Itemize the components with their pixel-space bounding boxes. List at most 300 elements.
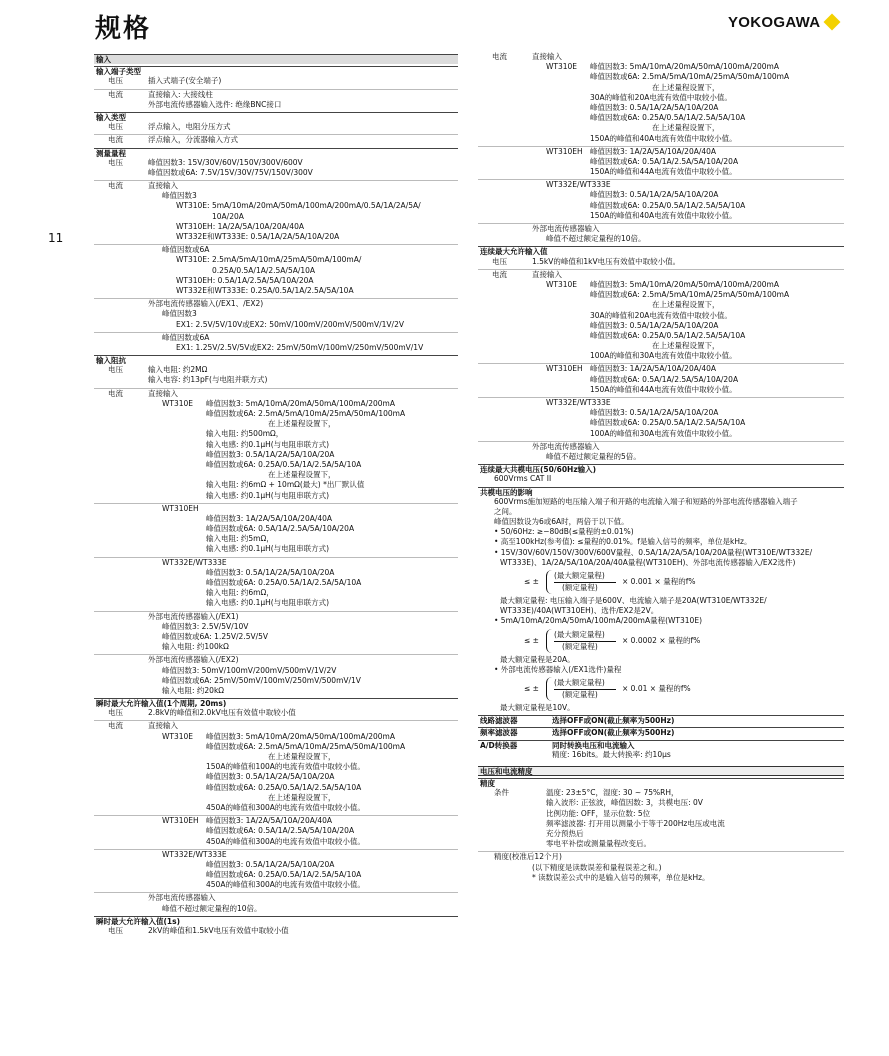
spec-text: 峰值因数或6A: 0.5A/1A/2.5A/5A/10A/20A: [206, 826, 355, 836]
spec-heading: [478, 246, 844, 256]
spec-row: [94, 90, 458, 100]
formula-numerator: (最大额定量程): [554, 629, 605, 639]
spec-row: [94, 343, 458, 353]
spec-text: 在上述量程设置下，: [652, 341, 720, 351]
spec-row: [94, 212, 458, 222]
spec-text: 电流: [108, 135, 123, 145]
spec-text: 峰值因数或6A: 0.5A/1A/2.5A/5A/10A/20A: [590, 374, 739, 384]
spec-text: 充分预热后: [546, 829, 584, 838]
spec-text: 输入端子类型: [96, 67, 141, 77]
spec-text: 峰值因数或6A: 0.25A/0.5A/1A/2.5A/5A/10A: [206, 870, 362, 880]
spec-text: 温度: 23±5°C，湿度: 30 ~ 75%RH，: [546, 788, 679, 798]
spec-row: [478, 798, 844, 808]
spec-text: 2kV的峰值和1.5kV电压有效值中取较小值: [148, 926, 289, 935]
spec-text: 2.8kV的峰值和2.0kV电压有效值中取较小值: [148, 708, 296, 718]
spec-row: [94, 480, 458, 490]
spec-row: [94, 389, 458, 399]
spec-text: 600Vrms CAT II: [494, 474, 552, 484]
formula-denominator: (额定量程): [562, 641, 598, 651]
spec-text: 峰值因数或6A: [162, 245, 210, 255]
spec-row: [94, 655, 458, 665]
spec-text: EX1: 2.5V/5V/10V或EX2: 50mV/100mV/200mV/500mV/1V/2V: [176, 319, 404, 329]
spec-heading: [478, 727, 844, 737]
spec-text: 100A的峰值和30A电流有效值中取较小值。: [590, 428, 737, 438]
spec-row: [478, 788, 844, 798]
spec-row: [94, 893, 458, 903]
spec-text: A/D转换器: [480, 740, 518, 750]
spec-text: 峰值因数3: 0.5A/1A/2A/5A/10A/20A: [590, 190, 719, 200]
formula-prefix: ≤ ±: [524, 635, 539, 645]
spec-text: 峰值因数或6A: 0.25A/0.5A/1A/2.5A/5A/10A: [590, 113, 746, 123]
spec-text: 峰值因数3: 0.5A/1A/2A/5A/10A/20A: [590, 102, 719, 112]
spec-row: [94, 181, 458, 191]
spec-text: 电流: [492, 269, 507, 279]
spec-row: [478, 157, 844, 167]
spec-text: 峰值因数3: 1A/2A/5A/10A/20A/40A: [206, 513, 333, 523]
spec-text: 同时转换电压和电流输入: [552, 740, 635, 750]
spec-row: [94, 721, 458, 731]
spec-text: WT310EH: [162, 816, 199, 826]
spec-row: [94, 222, 458, 232]
spec-text: 电流: [108, 89, 123, 99]
spec-text: 30A的峰值和20A电流有效值中取较小值。: [590, 92, 732, 102]
spec-row: [94, 201, 458, 211]
spec-text: 峰值因数3: 50mV/100mV/200mV/500mV/1V/2V: [162, 665, 337, 675]
spec-row: [478, 703, 844, 713]
spec-text: 浮点输入，分流器输入方式: [148, 135, 238, 145]
spec-row: [478, 616, 844, 626]
spec-text: 峰值因数或6A: 0.25A/0.5A/1A/2.5A/5A/10A: [590, 330, 746, 340]
spec-text: 连续最大允许输入值: [480, 247, 548, 257]
spec-text: 输入电阻: 约500mΩ，: [206, 429, 284, 439]
formula-numerator: (最大额定量程): [554, 571, 605, 580]
spec-text: 电流: [108, 721, 123, 731]
spec-row: [94, 870, 458, 880]
spec-text: 输入电阻: 约2MΩ: [148, 365, 208, 375]
spec-row: [478, 558, 844, 568]
spec-heading: [94, 355, 458, 365]
spec-heading: [94, 698, 458, 708]
spec-row: [478, 103, 844, 113]
spec-row: [94, 826, 458, 836]
spec-text: 峰值因数或6A: [162, 332, 210, 342]
spec-row: [478, 606, 844, 616]
spec-row: [94, 158, 458, 168]
spec-heading: [478, 778, 844, 788]
spec-text: 峰值因数或6A: 0.5A/1A/2.5A/5A/10A/20A: [590, 156, 739, 166]
spec-text: 峰值因数3: [162, 309, 197, 319]
spec-row: [94, 440, 458, 450]
spec-text: • 5mA/10mA/20mA/50mA/100mA/200mA量程(WT310E): [494, 616, 702, 626]
spec-row: [94, 568, 458, 578]
spec-text: 直接输入: [148, 388, 178, 398]
spec-text: 输入电感: 约0.1μH(与电阻串联方式): [206, 544, 330, 554]
spec-heading: [94, 916, 458, 926]
spec-text: 电压: [108, 926, 123, 935]
spec-text: EX1: 1.25V/2.5V/5V或EX2: 25mV/50mV/100mV/250mV/500mV/1V: [176, 342, 424, 352]
spec-text: 精度(校准后12个月): [494, 852, 562, 862]
spec-row: [478, 418, 844, 428]
spec-row: [478, 408, 844, 418]
spec-text: WT332E/WT333E: [546, 180, 611, 190]
spec-text: 输入电感: 约0.1μH(与电阻串联方式): [206, 439, 330, 449]
spec-row: [478, 72, 844, 82]
spec-text: 峰值因数或6A: 7.5V/15V/30V/75V/150V/300V: [148, 167, 313, 177]
spec-text: 峰值因数3: 5mA/10mA/20mA/50mA/100mA/200mA: [206, 731, 395, 741]
spec-text: • 15V/30V/60V/150V/300V/600V量程、0.5A/1A/2A/5A/10A/20A量程(WT310E/WT332E/: [494, 547, 813, 557]
spec-text: 连续最大共模电压(50/60Hz输入): [480, 465, 597, 475]
spec-row: [478, 62, 844, 72]
spec-row: [94, 762, 458, 772]
spec-row: [94, 793, 458, 803]
spec-row: [94, 168, 458, 178]
spec-row: [94, 666, 458, 676]
spec-text: 选择OFF或ON(截止频率为500Hz): [552, 716, 675, 726]
spec-text: 450A的峰值和300A的电流有效值中取较小值。: [206, 802, 365, 812]
spec-row: [478, 190, 844, 200]
spec-text: 外部电流传感器输入(/EX2): [148, 655, 239, 665]
spec-text: WT310EH: [546, 364, 583, 374]
spec-text: WT310EH: 1A/2A/5A/10A/20A/40A: [176, 221, 304, 231]
spec-row: [478, 123, 844, 133]
spec-text: 外部电流传感器输入选件: 绝缘BNC接口: [148, 99, 282, 109]
spec-text: 峰值因数或6A: 0.5A/1A/2.5A/5A/10A/20A: [206, 524, 355, 534]
spec-text: 峰值不超过额定量程的10倍。: [546, 234, 646, 244]
spec-text: 峰值因数3: 0.5A/1A/2A/5A/10A/20A: [206, 772, 335, 782]
spec-heading: [94, 148, 458, 158]
spec-text: 瞬时最大允许输入值(1个周期, 20ms): [96, 699, 227, 709]
spec-row: [478, 537, 844, 547]
spec-text: 峰值因数设为6或6A时，两倍于以下值。: [494, 517, 629, 527]
spec-text: 最大额定量程: 电压输入端子是600V、电流输入端子是20A(WT310E/WT332E/: [500, 596, 767, 605]
spec-text: WT310EH: [162, 503, 199, 513]
spec-row: [94, 926, 458, 936]
spec-text: 在上述量程设置下，: [652, 123, 720, 133]
spec-text: 600Vrms施加短路的电压输入端子和开路的电流输入端子和短路的外部电流传感器输入端子: [494, 496, 798, 506]
spec-row: [478, 665, 844, 675]
spec-row: [478, 385, 844, 395]
yokogawa-logo: YOKOGAWA: [728, 14, 821, 31]
spec-row: [94, 524, 458, 534]
spec-text: 直接输入: [148, 721, 178, 731]
spec-row: [478, 375, 844, 385]
spec-text: 峰值因数3: 0.5A/1A/2A/5A/10A/20A: [590, 320, 719, 330]
spec-heading: [478, 487, 844, 497]
spec-row: [478, 474, 844, 484]
spec-row: [478, 497, 844, 507]
spec-row: [94, 514, 458, 524]
spec-text: 外部电流传感器输入: [532, 441, 600, 451]
spec-row: [94, 276, 458, 286]
spec-row: [478, 147, 844, 157]
spec-row: [94, 686, 458, 696]
spec-row: [478, 300, 844, 310]
section-header: [94, 54, 458, 64]
spec-row: [478, 873, 844, 883]
spec-text: 条件: [494, 788, 509, 798]
spec-row: [478, 113, 844, 123]
logo-diamond-icon: [824, 14, 841, 31]
spec-row: [94, 122, 458, 132]
spec-text: 直接输入: 大接线柱: [148, 89, 213, 99]
spec-text: WT332E和WT333E: 0.25A/0.5A/1A/2.5A/5A/10A: [176, 285, 354, 295]
spec-text: 峰值因数3: 5mA/10mA/20mA/50mA/100mA/200mA: [590, 62, 779, 72]
spec-row: [94, 598, 458, 608]
spec-text: WT332E/WT333E: [546, 398, 611, 407]
spec-row: [94, 742, 458, 752]
spec-text: 在上述量程设置下，: [652, 82, 720, 92]
spec-text: 比例功能: OFF，显示位数: 5位: [546, 808, 651, 818]
spec-text: • 50/60Hz: ≥−80dB(≤量程的±0.01%): [494, 527, 634, 537]
spec-row: [94, 860, 458, 870]
spec-text: 电压: [108, 708, 123, 718]
formula-factor: × 0.0002 × 量程的f%: [622, 635, 701, 645]
spec-text: 峰值因数或6A: 0.25A/0.5A/1A/2.5A/5A/10A: [206, 782, 362, 792]
spec-text: 450A的峰值和300A的电流有效值中取较小值。: [206, 836, 365, 846]
spec-row: [94, 803, 458, 813]
formula-denominator: (额定量程): [562, 689, 598, 699]
spec-text: 最大额定量程是20A。: [500, 654, 575, 664]
spec-text: 1.5kV的峰值和1kV电压有效值中取较小值。: [532, 256, 681, 266]
spec-row: [478, 52, 844, 62]
spec-text: 150A的峰值和100A的电流有效值中取较小值。: [206, 762, 365, 772]
spec-text: 峰值因数3: 0.5A/1A/2A/5A/10A/20A: [206, 449, 335, 459]
spec-text: 输入电阻: 约20kΩ: [162, 685, 225, 695]
spec-row: [478, 167, 844, 177]
spec-text: * 读数误差公式中的是输入信号的频率，单位是kHz。: [532, 872, 710, 882]
spec-heading: [478, 766, 844, 776]
spec-text: WT310E: [162, 731, 194, 741]
spec-row: [478, 852, 844, 862]
spec-row: [94, 460, 458, 470]
spec-text: WT310EH: 0.5A/1A/2.5A/5A/10A/20A: [176, 275, 314, 285]
spec-text: 在上述量程设置下，: [268, 792, 336, 802]
spec-row: [94, 286, 458, 296]
formula-prefix: ≤ ±: [524, 683, 539, 693]
spec-text: 峰值因数或6A: 2.5mA/5mA/10mA/25mA/50mA/100mA: [206, 741, 406, 751]
spec-text: 浮点输入，电阻分压方式: [148, 122, 231, 132]
spec-text: 峰值因数或6A: 2.5mA/5mA/10mA/25mA/50mA/100mA: [590, 290, 790, 300]
spec-text: WT332E/WT333E: [162, 557, 227, 567]
spec-text: 450A的峰值和300A的电流有效值中取较小值。: [206, 880, 365, 890]
spec-text: 电压: [492, 256, 507, 266]
spec-text: 在上述量程设置下，: [268, 470, 336, 480]
spec-text: 电压: [108, 157, 123, 167]
spec-text: 精度: [480, 779, 495, 789]
spec-text: WT333E)、1A/2A/5A/10A/20A/40A量程(WT310EH)、外部电流传感器输入/EX2选件): [500, 557, 796, 567]
spec-row: [478, 311, 844, 321]
spec-row: [478, 290, 844, 300]
spec-text: 峰值因数或6A: 0.25A/0.5A/1A/2.5A/5A/10A: [206, 578, 362, 587]
spec-row: [94, 504, 458, 514]
spec-row: [478, 351, 844, 361]
spec-row: [94, 837, 458, 847]
spec-text: 电流: [108, 181, 123, 191]
spec-row: [94, 399, 458, 409]
spec-text: • 高至100kHz(参考值): ≤量程的0.01%。f是输入信号的频率，单位是kHz。: [494, 537, 752, 547]
spec-text: WT333E)/40A(WT310EH)、选件/EX2是2V。: [500, 606, 659, 616]
spec-row: [94, 375, 458, 385]
spec-row: [94, 732, 458, 742]
spec-text: 电压和电流精度: [480, 766, 533, 776]
spec-row: [478, 270, 844, 280]
spec-row: [478, 364, 844, 374]
spec-row: [478, 211, 844, 221]
spec-text: 瞬时最大允许输入值(1s): [96, 916, 181, 926]
spec-row: [478, 517, 844, 527]
spec-text: 输入波形: 正弦波，峰值因数: 3，共模电压: 0V: [546, 798, 703, 808]
spec-row: [478, 134, 844, 144]
spec-row: [94, 470, 458, 480]
spec-row: [94, 100, 458, 110]
spec-text: WT310E: 2.5mA/5mA/10mA/25mA/50mA/100mA/: [176, 255, 362, 265]
page-number: 11: [48, 231, 64, 245]
spec-row: [94, 632, 458, 642]
spec-row: [94, 783, 458, 793]
spec-text: • 外部电流传感器输入(/EX1选件)量程: [494, 664, 622, 674]
spec-text: 峰值因数或6A: 0.25A/0.5A/1A/2.5A/5A/10A: [590, 200, 746, 210]
spec-text: 峰值因数或6A: 25mV/50mV/100mV/250mV/500mV/1V: [162, 675, 361, 685]
spec-text: 峰值因数或6A: 0.25A/0.5A/1A/2.5A/5A/10A: [590, 418, 746, 428]
spec-row: [478, 280, 844, 290]
spec-text: WT310E: 5mA/10mA/20mA/50mA/100mA/200mA/0.5A/1A/2A/5A/: [176, 201, 421, 211]
spec-row: [478, 341, 844, 351]
spec-row: [478, 507, 844, 517]
spec-row: [478, 548, 844, 558]
spec-text: 峰值因数或6A: 1.25V/2.5V/5V: [162, 631, 269, 641]
spec-row: [94, 299, 458, 309]
spec-row: [94, 642, 458, 652]
spec-text: 电流: [492, 52, 507, 61]
spec-row: [478, 257, 844, 267]
spec-row: [94, 752, 458, 762]
spec-row: [94, 333, 458, 343]
spec-text: 10A/20A: [212, 211, 244, 221]
spec-column-right: [478, 52, 844, 883]
spec-text: 150A的峰值和44A电流有效值中取较小值。: [590, 384, 737, 394]
spec-heading: [478, 715, 844, 725]
spec-row: [478, 83, 844, 93]
spec-text: 输入电感: 约0.1μH(与电阻串联方式): [206, 598, 330, 608]
spec-text: WT310E: [162, 398, 194, 408]
spec-text: 峰值因数或6A: 0.25A/0.5A/1A/2.5A/5A/10A: [206, 459, 362, 469]
spec-text: 峰值因数3: 1A/2A/5A/10A/20A/40A: [590, 364, 717, 374]
spec-text: 峰值因数3: 15V/30V/60V/150V/300V/600V: [148, 157, 303, 167]
spec-text: 线路滤波器: [480, 716, 518, 726]
spec-text: 测量量程: [96, 148, 126, 158]
formula-denominator: (额定量程): [562, 583, 598, 592]
formula-factor: × 0.01 × 量程的f%: [622, 683, 691, 693]
spec-text: 直接输入: [148, 181, 178, 191]
spec-text: 峰值因数3: 5mA/10mA/20mA/50mA/100mA/200mA: [590, 279, 779, 289]
spec-row: [94, 429, 458, 439]
spec-row: [94, 135, 458, 145]
spec-row: [94, 491, 458, 501]
spec-row: [94, 708, 458, 718]
spec-row: [478, 93, 844, 103]
formula: [478, 570, 844, 594]
spec-row: [94, 676, 458, 686]
spec-text: 150A的峰值和40A电流有效值中取较小值。: [590, 133, 737, 143]
spec-heading: [94, 112, 458, 122]
spec-text: 输入类型: [96, 112, 126, 122]
spec-row: [478, 829, 844, 839]
spec-text: 电压: [108, 76, 123, 86]
spec-text: 输入电阻: 约5mΩ，: [206, 534, 274, 544]
page-title: 规格: [95, 14, 152, 44]
spec-text: WT310EH: [546, 146, 583, 156]
spec-row: [94, 904, 458, 914]
spec-text: 输入电容: 约13pF(与电阻并联方式): [148, 375, 268, 385]
spec-text: 150A的峰值和44A电流有效值中取较小值。: [590, 167, 737, 177]
spec-text: 峰值因数3: 0.5A/1A/2A/5A/10A/20A: [206, 859, 335, 869]
spec-row: [478, 201, 844, 211]
spec-row: [94, 76, 458, 86]
spec-text: 0.25A/0.5A/1A/2.5A/5A/10A: [212, 265, 316, 275]
spec-row: [478, 819, 844, 829]
spec-text: 峰值因数3: 5mA/10mA/20mA/50mA/100mA/200mA: [206, 398, 395, 408]
spec-text: WT310E: [546, 62, 578, 72]
spec-text: 最大额定量程是10V。: [500, 702, 575, 712]
spec-row: [478, 596, 844, 606]
spec-row: [478, 839, 844, 849]
spec-text: WT332E和WT333E: 0.5A/1A/2A/5A/10A/20A: [176, 232, 340, 241]
spec-text: WT332E/WT333E: [162, 849, 227, 859]
spec-row: [478, 224, 844, 234]
spec-row: [94, 320, 458, 330]
spec-text: 在上述量程设置下，: [268, 419, 336, 429]
spec-text: 100A的峰值和30A电流有效值中取较小值。: [590, 351, 737, 361]
spec-row: [94, 450, 458, 460]
spec-row: [478, 234, 844, 244]
spec-row: [94, 850, 458, 860]
spec-row: [94, 245, 458, 255]
spec-text: 峰值因数3: 0.5A/1A/2A/5A/10A/20A: [590, 408, 719, 418]
spec-column-left: [94, 52, 458, 936]
spec-text: 外部电流传感器输入: [532, 224, 600, 233]
spec-text: 峰值因数3: [162, 191, 197, 201]
spec-text: 外部电流传感器输入: [148, 893, 216, 903]
spec-row: [478, 442, 844, 452]
spec-text: 峰值因数3: 0.5A/1A/2A/5A/10A/20A: [206, 567, 335, 577]
spec-text: 外部电流传感器输入(/EX1): [148, 611, 239, 621]
spec-row: [478, 655, 844, 665]
spec-text: 输入电阻: 约6mΩ，: [206, 588, 274, 598]
formula-factor: × 0.001 × 量程的f%: [622, 577, 696, 586]
spec-text: 峰值因数3: 2.5V/5V/10V: [162, 621, 249, 631]
spec-text: 共模电压的影响: [480, 487, 533, 497]
spec-text: 峰值不超过额定量程的10倍。: [162, 903, 262, 913]
spec-text: 峰值因数或6A: 2.5mA/5mA/10mA/25mA/50mA/100mA: [590, 72, 790, 82]
spec-row: [94, 409, 458, 419]
spec-row: [94, 255, 458, 265]
spec-heading: [94, 66, 458, 76]
spec-text: 之间。: [494, 506, 517, 516]
spec-row: [94, 880, 458, 890]
spec-row: [94, 816, 458, 826]
spec-text: 输入电阻: 约100kΩ: [162, 642, 229, 652]
spec-row: [94, 544, 458, 554]
spec-text: 输入阻抗: [96, 356, 126, 366]
spec-row: [94, 266, 458, 276]
spec-text: 峰值因数3: 1A/2A/5A/10A/20A/40A: [590, 146, 717, 156]
spec-row: [478, 527, 844, 537]
spec-text: 30A的峰值和20A电流有效值中取较小值。: [590, 310, 732, 320]
spec-row: [478, 321, 844, 331]
spec-row: [94, 772, 458, 782]
spec-text: 频率滤波器: 打开用以测量小于等于200Hz电压或电流: [546, 818, 725, 828]
spec-text: 选择OFF或ON(截止频率为500Hz): [552, 728, 675, 738]
